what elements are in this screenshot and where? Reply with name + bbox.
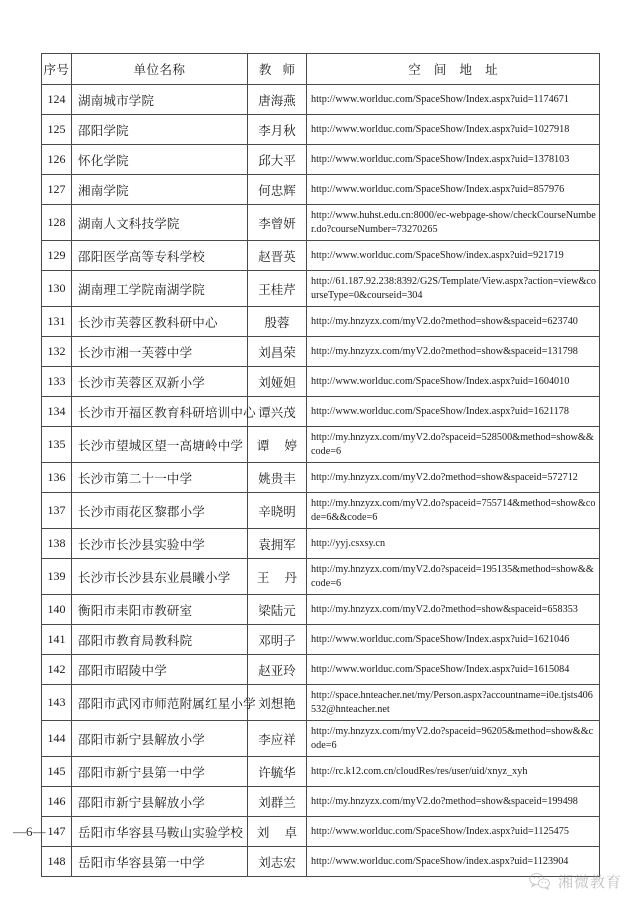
cell-teacher: 李曾妍 bbox=[248, 205, 307, 241]
cell-space-address: http://www.worlduc.com/SpaceShow/Index.aspx?uid=857976 bbox=[307, 175, 600, 205]
cell-space-address: http://www.worlduc.com/SpaceShow/index.aspx?uid=1123904 bbox=[307, 847, 600, 877]
table-row bbox=[42, 685, 600, 721]
cell-unit-name: 邵阳市新宁县第一中学 bbox=[72, 757, 248, 787]
cell-space-address: http://yyj.csxsy.cn bbox=[307, 529, 600, 559]
cell-space-address: http://www.worlduc.com/SpaceShow/Index.aspx?uid=1378103 bbox=[307, 145, 600, 175]
cell-space-address: http://my.hnzyzx.com/myV2.do?spaceid=195135&method=show&&code=6 bbox=[307, 559, 600, 595]
cell-space-address: http://my.hnzyzx.com/myV2.do?method=show&spaceid=572712 bbox=[307, 463, 600, 493]
cell-unit-name: 邵阳市教育局教科院 bbox=[72, 625, 248, 655]
cell-seq: 137 bbox=[42, 493, 72, 529]
table-row bbox=[42, 493, 600, 529]
unit-listing-table-container bbox=[41, 53, 599, 877]
cell-seq: 146 bbox=[42, 787, 72, 817]
cell-space-address: http://rc.k12.com.cn/cloudRes/res/user/uid/xnyz_xyh bbox=[307, 757, 600, 787]
table-row bbox=[42, 241, 600, 271]
cell-space-address: http://my.hnzyzx.com/myV2.do?spaceid=528500&method=show&&code=6 bbox=[307, 427, 600, 463]
table-row bbox=[42, 847, 600, 877]
cell-teacher: 姚贵丰 bbox=[248, 463, 307, 493]
cell-seq: 129 bbox=[42, 241, 72, 271]
table-row bbox=[42, 787, 600, 817]
column-header-unit-name: 单位名称 bbox=[72, 54, 248, 85]
cell-space-address: http://www.worlduc.com/SpaceShow/Index.aspx?uid=1621046 bbox=[307, 625, 600, 655]
cell-unit-name: 湖南理工学院南湖学院 bbox=[72, 271, 248, 307]
table-header-row bbox=[42, 54, 600, 85]
table-row bbox=[42, 367, 600, 397]
cell-unit-name: 邵阳市武冈市师范附属红星小学 bbox=[72, 685, 248, 721]
table-row bbox=[42, 427, 600, 463]
cell-space-address: http://my.hnzyzx.com/myV2.do?method=show&spaceid=199498 bbox=[307, 787, 600, 817]
cell-seq: 143 bbox=[42, 685, 72, 721]
table-row bbox=[42, 463, 600, 493]
cell-space-address: http://my.hnzyzx.com/myV2.do?spaceid=96205&method=show&&code=6 bbox=[307, 721, 600, 757]
cell-unit-name: 邵阳学院 bbox=[72, 115, 248, 145]
cell-teacher: 刘想艳 bbox=[248, 685, 307, 721]
unit-listing-table bbox=[41, 53, 600, 877]
cell-teacher: 梁陆元 bbox=[248, 595, 307, 625]
cell-unit-name: 湖南人文科技学院 bbox=[72, 205, 248, 241]
cell-seq: 144 bbox=[42, 721, 72, 757]
cell-unit-name: 湘南学院 bbox=[72, 175, 248, 205]
cell-space-address: http://www.worlduc.com/SpaceShow/Index.aspx?uid=1615084 bbox=[307, 655, 600, 685]
cell-unit-name: 长沙市长沙县东业晨曦小学 bbox=[72, 559, 248, 595]
cell-space-address: http://www.worlduc.com/SpaceShow/Index.aspx?uid=1604010 bbox=[307, 367, 600, 397]
watermark bbox=[529, 871, 622, 892]
column-header-seq: 序号 bbox=[42, 54, 72, 85]
cell-unit-name: 湖南城市学院 bbox=[72, 85, 248, 115]
cell-seq: 125 bbox=[42, 115, 72, 145]
cell-unit-name: 长沙市湘一芙蓉中学 bbox=[72, 337, 248, 367]
column-header-teacher: 教 师 bbox=[248, 54, 307, 85]
table-row bbox=[42, 655, 600, 685]
table-row bbox=[42, 817, 600, 847]
cell-space-address: http://61.187.92.238:8392/G2S/Template/View.aspx?action=view&courseType=0&courseid=304 bbox=[307, 271, 600, 307]
table-row bbox=[42, 337, 600, 367]
cell-unit-name: 长沙市芙蓉区教科研中心 bbox=[72, 307, 248, 337]
cell-unit-name: 长沙市雨花区黎郡小学 bbox=[72, 493, 248, 529]
cell-seq: 128 bbox=[42, 205, 72, 241]
cell-unit-name: 邵阳市昭陵中学 bbox=[72, 655, 248, 685]
wechat-icon bbox=[529, 872, 551, 891]
cell-seq: 131 bbox=[42, 307, 72, 337]
table-row bbox=[42, 205, 600, 241]
table-row bbox=[42, 175, 600, 205]
cell-space-address: http://www.worlduc.com/SpaceShow/Index.aspx?uid=1027918 bbox=[307, 115, 600, 145]
table-row bbox=[42, 397, 600, 427]
cell-seq: 145 bbox=[42, 757, 72, 787]
cell-unit-name: 邵阳市新宁县解放小学 bbox=[72, 787, 248, 817]
table-row bbox=[42, 559, 600, 595]
cell-seq: 124 bbox=[42, 85, 72, 115]
table-row bbox=[42, 85, 600, 115]
cell-teacher: 李应祥 bbox=[248, 721, 307, 757]
column-header-space-address: 空 间 地 址 bbox=[307, 54, 600, 85]
cell-teacher: 邓明子 bbox=[248, 625, 307, 655]
cell-teacher: 赵亚玲 bbox=[248, 655, 307, 685]
cell-unit-name: 怀化学院 bbox=[72, 145, 248, 175]
cell-teacher: 王 丹 bbox=[248, 559, 307, 595]
cell-teacher: 谭兴茂 bbox=[248, 397, 307, 427]
cell-seq: 132 bbox=[42, 337, 72, 367]
table-row bbox=[42, 625, 600, 655]
cell-seq: 133 bbox=[42, 367, 72, 397]
cell-unit-name: 长沙市望城区望一高塘岭中学 bbox=[72, 427, 248, 463]
cell-space-address: http://my.hnzyzx.com/myV2.do?method=show&spaceid=658353 bbox=[307, 595, 600, 625]
cell-space-address: http://www.worlduc.com/SpaceShow/Index.aspx?uid=1621178 bbox=[307, 397, 600, 427]
table-header bbox=[42, 54, 600, 85]
cell-teacher: 李月秋 bbox=[248, 115, 307, 145]
cell-seq: 141 bbox=[42, 625, 72, 655]
cell-space-address: http://www.huhst.edu.cn:8000/ec-webpage-show/checkCourseNumber.do?courseNumber=73270265 bbox=[307, 205, 600, 241]
cell-unit-name: 长沙市长沙县实验中学 bbox=[72, 529, 248, 559]
cell-teacher: 辛晓明 bbox=[248, 493, 307, 529]
cell-seq: 134 bbox=[42, 397, 72, 427]
cell-space-address: http://www.worlduc.com/SpaceShow/Index.aspx?uid=1125475 bbox=[307, 817, 600, 847]
table-row bbox=[42, 271, 600, 307]
cell-space-address: http://space.hnteacher.net/my/Person.aspx?accountname=i0e.tjsts406532@hnteacher.net bbox=[307, 685, 600, 721]
cell-teacher: 袁拥军 bbox=[248, 529, 307, 559]
cell-teacher: 赵晋英 bbox=[248, 241, 307, 271]
table-row bbox=[42, 721, 600, 757]
cell-teacher: 唐海燕 bbox=[248, 85, 307, 115]
cell-teacher: 刘志宏 bbox=[248, 847, 307, 877]
cell-teacher: 王桂芹 bbox=[248, 271, 307, 307]
cell-teacher: 刘 卓 bbox=[248, 817, 307, 847]
table-body bbox=[42, 85, 600, 877]
cell-space-address: http://my.hnzyzx.com/myV2.do?method=show&spaceid=131798 bbox=[307, 337, 600, 367]
cell-unit-name: 长沙市第二十一中学 bbox=[72, 463, 248, 493]
cell-unit-name: 长沙市开福区教育科研培训中心 bbox=[72, 397, 248, 427]
cell-seq: 126 bbox=[42, 145, 72, 175]
cell-seq: 140 bbox=[42, 595, 72, 625]
cell-teacher: 刘娅妲 bbox=[248, 367, 307, 397]
cell-space-address: http://www.worlduc.com/SpaceShow/Index.aspx?uid=1174671 bbox=[307, 85, 600, 115]
table-row bbox=[42, 529, 600, 559]
cell-space-address: http://www.worlduc.com/SpaceShow/index.aspx?uid=921719 bbox=[307, 241, 600, 271]
cell-teacher: 刘昌荣 bbox=[248, 337, 307, 367]
cell-teacher: 许毓华 bbox=[248, 757, 307, 787]
cell-unit-name: 岳阳市华容县马鞍山实验学校 bbox=[72, 817, 248, 847]
table-row bbox=[42, 115, 600, 145]
cell-seq: 127 bbox=[42, 175, 72, 205]
cell-seq: 135 bbox=[42, 427, 72, 463]
cell-teacher: 何忠辉 bbox=[248, 175, 307, 205]
table-row bbox=[42, 595, 600, 625]
cell-unit-name: 衡阳市耒阳市教研室 bbox=[72, 595, 248, 625]
cell-teacher: 殷蓉 bbox=[248, 307, 307, 337]
cell-unit-name: 岳阳市华容县第一中学 bbox=[72, 847, 248, 877]
cell-teacher: 刘群兰 bbox=[248, 787, 307, 817]
cell-teacher: 邱大平 bbox=[248, 145, 307, 175]
cell-space-address: http://my.hnzyzx.com/myV2.do?spaceid=755714&method=show&code=6&&code=6 bbox=[307, 493, 600, 529]
table-row bbox=[42, 145, 600, 175]
cell-seq: 136 bbox=[42, 463, 72, 493]
cell-unit-name: 长沙市芙蓉区双新小学 bbox=[72, 367, 248, 397]
cell-seq: 148 bbox=[42, 847, 72, 877]
cell-seq: 142 bbox=[42, 655, 72, 685]
page-number: —6— bbox=[13, 824, 46, 839]
cell-unit-name: 邵阳市新宁县解放小学 bbox=[72, 721, 248, 757]
cell-unit-name: 邵阳医学高等专科学校 bbox=[72, 241, 248, 271]
cell-seq: 139 bbox=[42, 559, 72, 595]
cell-seq: 138 bbox=[42, 529, 72, 559]
table-row bbox=[42, 307, 600, 337]
table-row bbox=[42, 757, 600, 787]
cell-teacher: 谭 婷 bbox=[248, 427, 307, 463]
cell-space-address: http://my.hnzyzx.com/myV2.do?method=show&spaceid=623740 bbox=[307, 307, 600, 337]
watermark-label: 湘微教育 bbox=[557, 875, 622, 891]
cell-seq: 130 bbox=[42, 271, 72, 307]
cell-seq: 147 bbox=[42, 817, 72, 847]
